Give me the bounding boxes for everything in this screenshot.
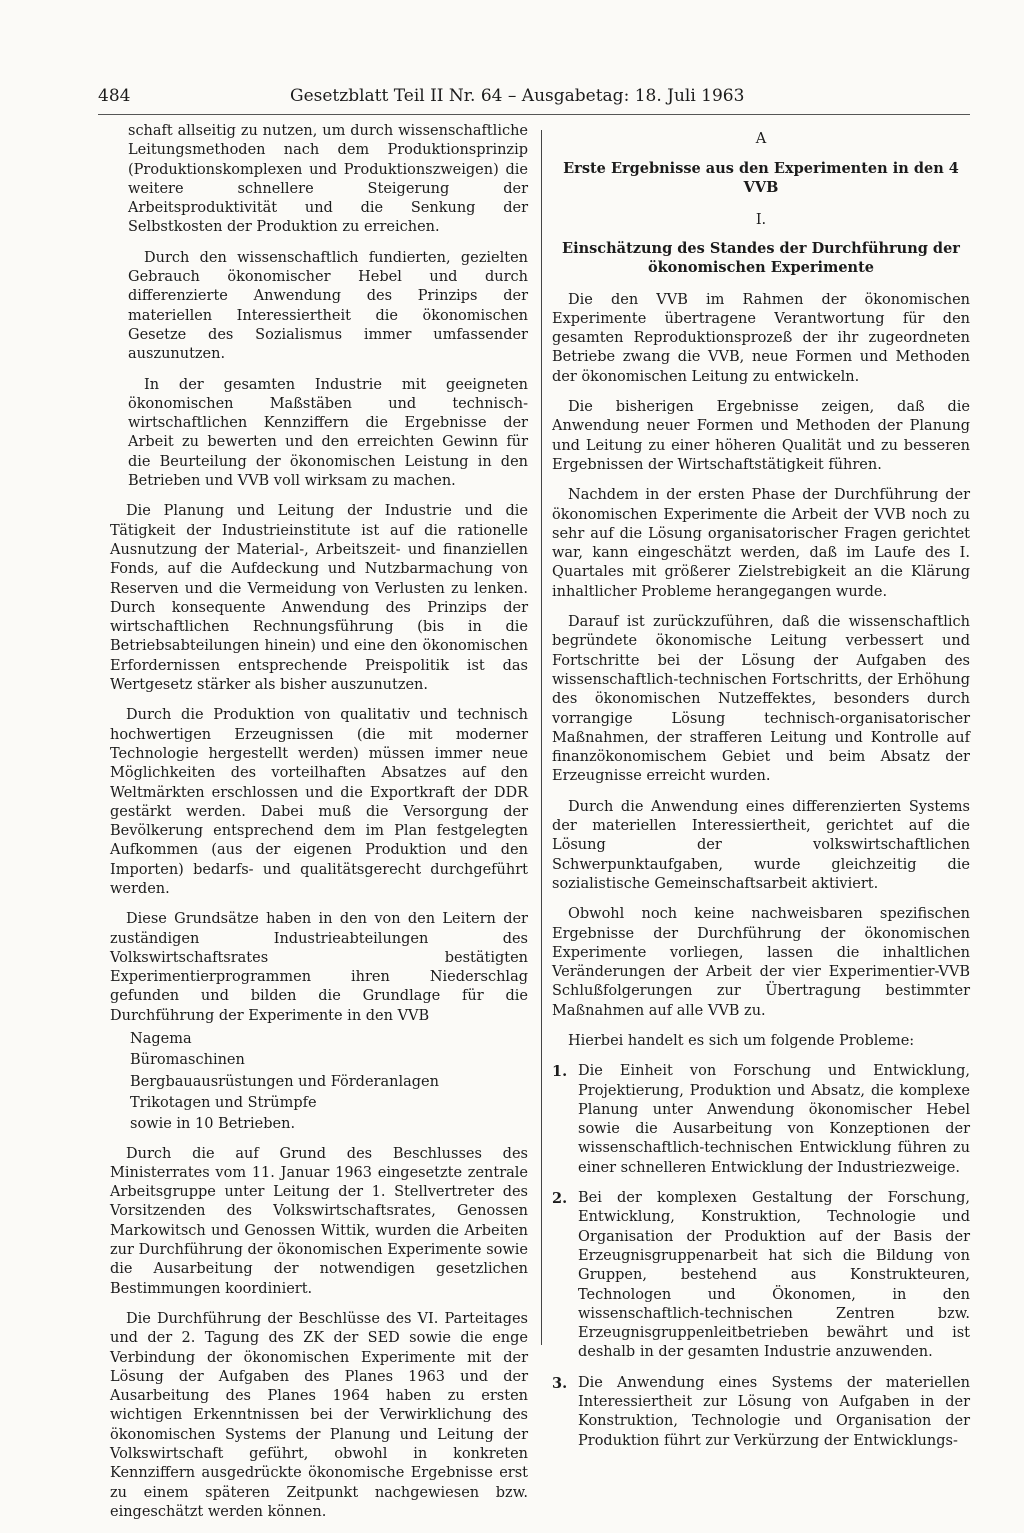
right-column [552, 122, 970, 1462]
paragraph: Nachdem in der ersten Phase der Durchführung der ökonomischen Experimente die Arbeit der VVB noch zu sehr auf die Lösung organisatorischer Fragen gerichtet war, kann eingeschätzt werden, daß im Laufe des I. Quartales mit größerer Zielstrebigkeit an die Klärung inhaltlicher Probleme herangegangen wurde. [552, 487, 970, 600]
header-title: Gesetzblatt Teil II Nr. 64 – Ausgabetag: 18. Juli 1963 [290, 86, 745, 106]
item-text: Die Anwendung eines Systems der materiellen Interessiertheit zur Lösung von Aufgaben in der Konstruktion, Technologie und Organisation der Produktion führt zur Verkürzung der Entwicklungs- [578, 1374, 970, 1449]
section-title: Erste Ergebnisse aus den Experimenten in den 4 VVB [563, 160, 959, 197]
list-item: Büromaschinen [130, 1052, 245, 1069]
item-number: 3. [552, 1374, 568, 1392]
list-item: Nagema [130, 1031, 192, 1048]
paragraph: Die Planung und Leitung der Industrie und die Tätigkeit der Industrieinstitute ist auf die rationelle Ausnutzung der Material-, Arbeitszeit- und finanziellen Fonds, auf die Aufdeckung und Nutzbarmachung von Reserven und die Vermeidung von Verlusten zu lenken. Durch konsequente Anwendung des Prinzips der wirtschaftlichen Rechnungsführung (bis in die Betriebsabteilungen hinein) und eine den ökonomischen Erfordernissen entsprechende Preispolitik ist das Wertgesetz stärker als bisher auszunutzen. [110, 503, 528, 694]
section-roman-numeral: I. [755, 212, 767, 229]
list-item: Bergbauausrüstungen und Förderanlagen [130, 1073, 439, 1090]
paragraph: Durch die Produktion von qualitativ und technisch hochwertigen Erzeugnissen (die mit moderner Technologie hergestellt werden) müssen immer neue Möglichkeiten des vorteilhaften Absatzes auf den Weltmärkten erschlossen und die Exportkraft der DDR gestärkt werden. Dabei muß die Versorgung der Bevölkerung entsprechend dem im Plan festgelegten Aufkommen (aus der eigenen Produktion und den Importen) bedarfs- und qualitätsgerecht durchgeführt werden. [110, 707, 528, 897]
vvb-list [110, 1030, 528, 1134]
item-number: 2. [552, 1190, 568, 1208]
section-subtitle: Einschätzung des Standes der Durchführung der ökonomischen Experimente [562, 239, 960, 276]
item-text: Die Einheit von Forschung und Entwicklung, Projektierung, Produktion und Absatz, die komplexe Planung unter Anwendung ökonomischer Hebel sowie die Ausarbeitung von Konzeptionen der wissenschaftlich-technischen Entwicklung führen zu einer schnelleren Entwicklung der Industriezweige. [578, 1063, 970, 1176]
paragraph: Durch die Anwendung eines differenzierten Systems der materiellen Interessiertheit, gerichtet auf die Lösung der volkswirtschaftlichen Schwerpunktaufgaben, wurde gleichzeitig die sozialistische Gemeinschaftsarbeit aktiviert. [552, 798, 970, 892]
section-letter: A [755, 131, 767, 147]
column-divider [541, 130, 542, 1345]
numbered-item [552, 1062, 970, 1178]
paragraph: Durch den wissenschaftlich fundierten, gezielten Gebrauch ökonomischer Hebel und durch differenzierte Anwendung des Prinzips der materiellen Interessiertheit die ökonomischen Gesetze des Sozialismus immer umfassender auszunutzen. [128, 249, 528, 363]
list-item: sowie in 10 Betrieben. [130, 1116, 296, 1133]
numbered-item [552, 1374, 970, 1451]
left-column [110, 122, 528, 1533]
numbered-item [552, 1189, 970, 1363]
paragraph: Diese Grundsätze haben in den von den Leitern der zuständigen Industrieabteilungen des Volkswirtschaftsrates bestätigten Experimentierprogrammen ihren Niederschlag gefunden und bilden die Grundlage für die Durchführung der Experimente in den VVB [110, 911, 528, 1024]
paragraph: Obwohl noch keine nachweisbaren spezifischen Ergebnisse der Durchführung der ökonomischen Experimente vorliegen, lassen die inhaltlichen Veränderungen der Arbeit der vier Experimentier-VVB Schlußfolgerungen zur Übertragung bestimmter Maßnahmen auf alle VVB zu. [552, 906, 970, 1019]
paragraph: Durch die auf Grund des Beschlusses des Ministerrates vom 11. Januar 1963 eingesetzte zentrale Arbeitsgruppe unter Leitung der 1. Stellvertreter des Vorsitzenden des Volkswirtschaftsrates, Genossen Markowitsch und Genossen Wittik, wurden die Arbeiten zur Durchführung der ökonomischen Experimente sowie die Ausarbeitung der notwendigen gesetzlichen Bestimmungen koordiniert. [110, 1145, 528, 1297]
paragraph: Hierbei handelt es sich um folgende Probleme: [568, 1032, 915, 1049]
paragraph: Die den VVB im Rahmen der ökonomischen Experimente übertragene Verantwortung für den gesamten Reproduktionsprozeß der ihr zugeordneten Betriebe zwang die VVB, neue Formen und Methoden der ökonomischen Leitung zu entwickeln. [552, 291, 970, 385]
header-rule [98, 114, 970, 115]
page-number: 484 [98, 86, 131, 106]
list-item: Trikotagen und Strümpfe [130, 1094, 317, 1111]
item-text: Bei der komplexen Gestaltung der Forschung, Entwicklung, Konstruktion, Technologie und Organisation der Produktion auf der Basis der Erzeugnisgruppenarbeit hat sich die Bildung von Gruppen, bestehend aus Konstrukteuren, Technologen und Ökonomen, in den wissenschaftlich-technischen Zentren bzw. Erzeugnisgruppenleitbetrieben bewährt und ist deshalb in der gesamten Industrie anzuwenden. [578, 1190, 970, 1361]
paragraph: Darauf ist zurückzuführen, daß die wissenschaftlich begründete ökonomische Leitung verbessert und Fortschritte bei der Lösung der Aufgaben des wissenschaftlich-technischen Fortschritts, der Erhöhung des ökonomischen Nutzeffektes, besonders durch vorrangige Lösung technisch-organisatorischer Maßnahmen, der strafferen Leitung und Kontrolle auf finanzökonomischem Gebiet und beim Absatz der Erzeugnisse erreicht wurden. [552, 614, 970, 785]
paragraph: Die bisherigen Ergebnisse zeigen, daß die Anwendung neuer Formen und Methoden der Planung und Leitung zu einer höheren Qualität und zu besseren Ergebnissen der Wirtschaftstätigkeit führen. [552, 399, 970, 473]
paragraph: schaft allseitig zu nutzen, um durch wissenschaftliche Leitungsmethoden nach dem Produktionsprinzip (Produktionskomplexen und Produktionszweigen) die weitere schnellere Steigerung der Arbeitsproduktivität und die Senkung der Selbstkosten der Produktion zu erreichen. [128, 123, 528, 236]
paragraph: Die Durchführung der Beschlüsse des VI. Parteitages und der 2. Tagung des ZK der SED sowie die enge Verbindung der ökonomischen Experimente mit der Lösung der Aufgaben des Planes 1963 und der Ausarbeitung des Planes 1964 haben zu ersten wichtigen Erkenntnissen bei der Verwirklichung des ökonomischen Systems der Planung und Leitung der Volkswirtschaft geführt, obwohl in konkreten Kennziffern ausgedrückte ökonomische Ergebnisse erst zu einem späteren Zeitpunkt nachgewiesen bzw. eingeschätzt werden können. [110, 1310, 528, 1520]
paragraph: In der gesamten Industrie mit geeigneten ökonomischen Maßstäben und technisch-wirtschaftlichen Kennziffern die Ergebnisse der Arbeit zu bewerten und den erreichten Gewinn für die Beurteilung der ökonomischen Leistung in den Betrieben und VVB voll wirksam zu machen. [128, 376, 528, 490]
item-number: 1. [552, 1063, 568, 1081]
